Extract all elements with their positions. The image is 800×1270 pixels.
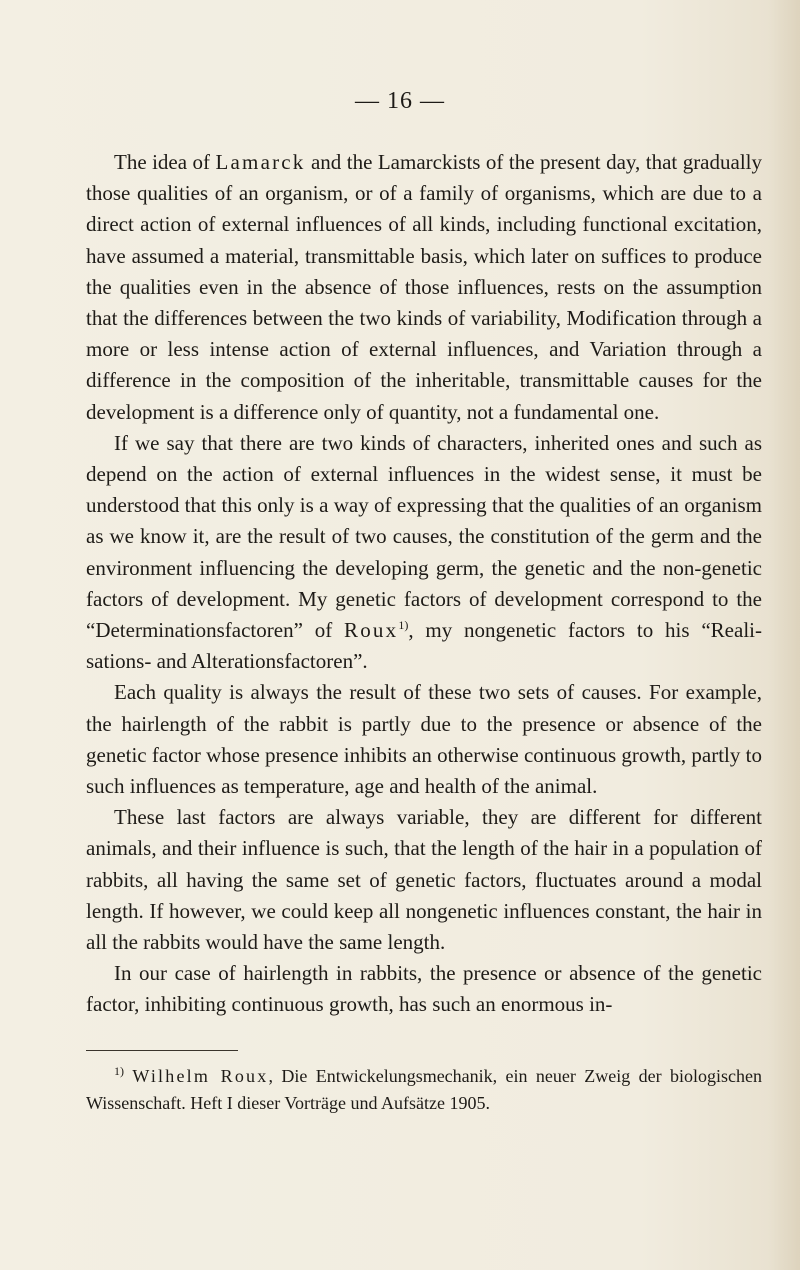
paragraph-3: Each quality is always the result of these two sets of causes. For example, the hairlength of the rabbit is partly due to the presence or absence of the genetic factor whose presence inhibits an otherwise continuous growth, partly to such influences as temperature, age and health of the animal. <box>86 680 762 799</box>
paragraph-2-start: If we say that there are two kinds of characters, inherited ones and such as depend on the action of external influences in the widest sense, it must be understood that this only is a way of expressing that the qualities of an organism as we know it, are the result of two causes, the constitution of the germ and the environment influencing the developing germ, the genetic and the non-genetic factors of development. My genetic factors of development correspond to the “Determinationsfactoren” of <box>86 430 762 643</box>
paragraph-1-start: The idea of <box>114 150 216 174</box>
footnote <box>86 1063 762 1117</box>
paragraph-2-rest: , my nongenetic factors to his “Realisations- and Alterationsfactoren”. <box>86 618 762 674</box>
page-number: — 16 — <box>355 88 445 114</box>
author-name-lamarck: Lamarck <box>215 150 306 174</box>
body-text <box>86 147 762 1021</box>
paragraph-4: These last factors are always variable, they are different for different animals, and their influence is such, that the length of the hair in a population of rabbits, all having the same set of genetic factors, fluctuates around a modal length. If however, we could keep all nongenetic influences constant, the hair in all the rabbits would have the same length. <box>86 805 762 955</box>
footnote-divider <box>86 1050 238 1051</box>
paragraph-5: In our case of hairlength in rabbits, the presence or absence of the genetic factor, inhibiting continuous growth, has such an enormous in- <box>86 961 762 1017</box>
footnote-reference: 1) <box>398 618 409 633</box>
footnote-marker: 1) <box>114 1064 124 1078</box>
paragraph-1-rest: and the Lamarckists of the present day, that gradually those qualities of an organism, or of a family of organisms, which are due to a direct action of external influences of all kinds, including functional excitation, have assumed a material, transmittable basis, which later on suffices to produce the qualities even in the absence of those influences, rests on the assumption that the differences between the two kinds of variability, Modification through a more or less intense action of external influences, and Variation through a difference in the composition of the inheritable, transmittable causes for the development is a difference only of quantity, not a fundamental one. <box>86 150 762 424</box>
author-name-roux: Roux <box>344 618 399 643</box>
footnote-citation: , Die Entwickelungsmechanik, ein neuer Zweig der biologischen Wissenschaft. Heft I dieser Vorträge und Aufsätze 1905. <box>86 1066 763 1113</box>
footnote-author: Wilhelm Roux <box>132 1066 269 1086</box>
footnote-text <box>86 1063 762 1117</box>
paragraph-2 <box>86 428 762 678</box>
paragraph-1 <box>86 147 762 428</box>
